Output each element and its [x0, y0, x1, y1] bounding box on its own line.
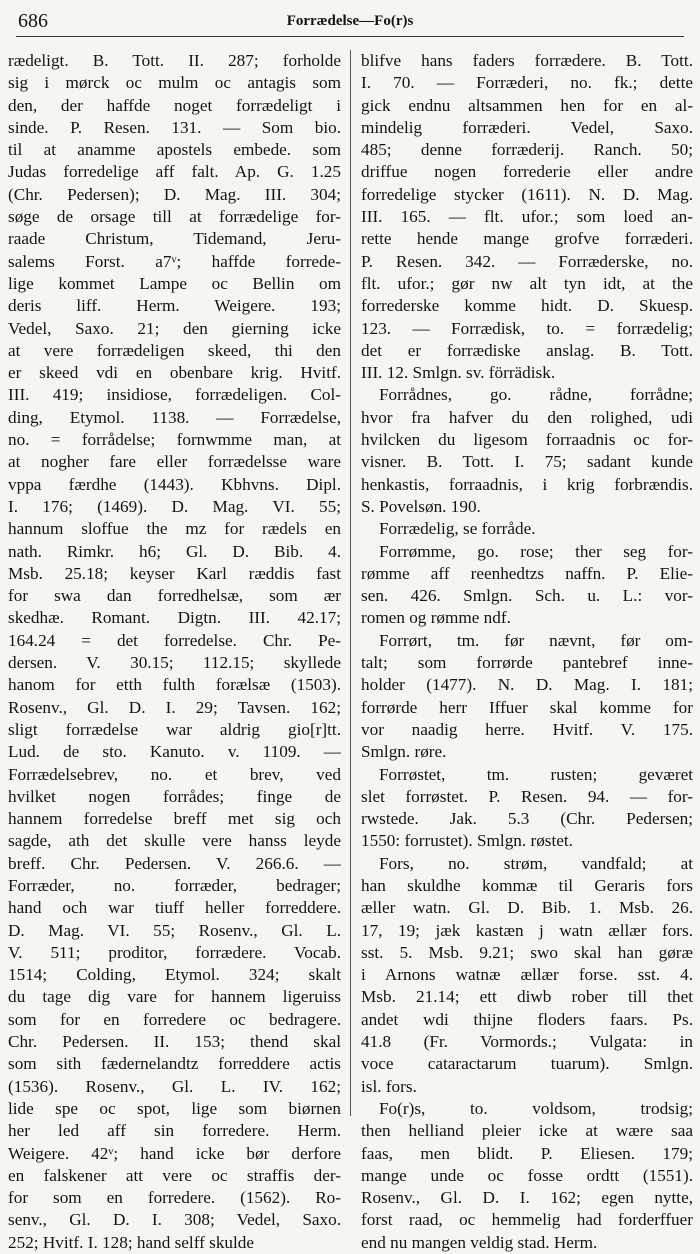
text-line: Forrædelsebrev, no. et brev, ved [8, 764, 341, 784]
text-line: Fors, no. strøm, vandfald; at [379, 853, 693, 873]
text-line: her led aff sin forredere. Herm. [8, 1121, 341, 1141]
text-line: Forræder, no. forræder, bedrager; [8, 875, 341, 895]
text-line: til at anamme apostels embede. som [8, 140, 341, 160]
text-line: flt. ufor.; gør nw alt tyn idt, at the [361, 273, 693, 293]
text-line: holder (1477). N. D. Mag. I. 181; [361, 675, 693, 695]
text-line: rædeligt. B. Tott. II. 287; forholde [8, 51, 341, 70]
text-line: forrørde herr Iffuer skal komme for [361, 697, 693, 717]
text-line: 1514; Colding, Etymol. 324; skalt [8, 965, 341, 985]
text-line: søge de orsage till at forrædelige for- [8, 207, 341, 227]
text-line: Forrørt, tm. før nævnt, før om- [379, 630, 693, 650]
text-line: 485; denne forræderij. Ranch. 50; [361, 140, 693, 160]
text-line: Judas forredelige aff falt. Ap. G. 1.25 [8, 162, 341, 182]
text-line: III. 419; insidiose, forrædeligen. Col- [8, 385, 341, 405]
text-line: lige kommet Lampe oc Bellin om [8, 273, 341, 293]
text-line: hannem forredelse breff met sig och [8, 809, 341, 829]
text-line: Fo(r)s, to. voldsom, trodsig; [379, 1098, 693, 1118]
text-line: breff. Chr. Pedersen. V. 266.6. — [8, 853, 341, 873]
text-line: Forrøstet, tm. rusten; geværet [379, 764, 693, 784]
text-line: for som en forredere. (1562). Ro- [8, 1188, 341, 1208]
text-line: hand och war tiuff heller forreddere. [8, 898, 341, 918]
text-line: mindelig forræderi. Vedel, Saxo. [361, 117, 693, 137]
text-line: Rosenv., Gl. D. I. 162; egen nytte, [361, 1188, 693, 1208]
text-line: nath. Rimkr. h6; Gl. D. Bib. 4. [8, 541, 341, 561]
text-line: no. = forrådelse; fornwmme man, at [8, 430, 341, 450]
text-line: sligt forrædelse war aldrig gio[r]tt. [8, 719, 341, 739]
text-line: (Chr. Pedersen); D. Mag. III. 304; [8, 184, 341, 204]
text-line: Msb. 21.14; ett diwb rober till thet [361, 987, 693, 1007]
text-line: rette hende mange grofve forræderi. [361, 229, 693, 249]
text-line: Chr. Pedersen. II. 153; thend skal [8, 1032, 341, 1052]
text-line: rwstede. Jak. 5.3 (Chr. Pedersen; [361, 809, 693, 829]
text-line: henkastis, forraadnis, i krig forbrændis. [361, 474, 693, 494]
text-line: 123. — Forrædisk, to. = forrædelig; [361, 318, 693, 338]
page-number: 686 [18, 10, 48, 32]
text-line: andet wdi thijne floders faars. Ps. [361, 1009, 693, 1029]
text-line: salems Forst. a7ᵛ; haffde forrede- [8, 251, 341, 271]
text-line: Lud. de sto. Kanuto. v. 1109. — [8, 742, 341, 762]
text-line: som sith fædernelandtz forreddere actis [8, 1054, 341, 1074]
running-head: Forrædelse—Fo(r)s [286, 13, 414, 29]
text-line: 164.24 = det forredelse. Chr. Pe- [8, 630, 341, 650]
text-line: hvilket nogen forrådes; finge de [8, 786, 341, 806]
text-line: P. Resen. 342. — Forræderske, no. [361, 251, 693, 271]
text-line: sagde, ath det skulle vere hanss leyde [8, 831, 341, 851]
text-line: sig i mørck oc mulm oc antagis som [8, 73, 341, 93]
text-line: den, der haffde noget forrædeligt i [8, 95, 341, 115]
text-line: I. 176; (1469). D. Mag. VI. 55; [8, 496, 341, 516]
text-line: hvor fra hafver du den rolighed, udi [361, 407, 693, 427]
text-line: voce cataractarum tuarum). Smlgn. [361, 1054, 693, 1074]
text-line: mange unde oc fosse ordtt (1551). [361, 1165, 693, 1185]
text-line: at nogher fare eller forrædelsse ware [8, 452, 341, 472]
text-line: 17, 19; jæk kastæn j watn ællær fors. [361, 920, 693, 940]
text-line: Forrådnes, go. rådne, forrådne; [379, 385, 693, 405]
text-line: III. 12. Smlgn. sv. förrädisk. [361, 363, 556, 383]
text-line: gick endnu altsammen hen for en al- [361, 95, 693, 115]
text-line: Weigere. 42ᵛ; hand icke bør derfore [8, 1143, 341, 1163]
text-line: S. Povelsøn. 190. [361, 496, 481, 516]
text-line: senv., Gl. D. I. 308; Vedel, Saxo. [8, 1210, 341, 1230]
text-line: isl. fors. [361, 1076, 417, 1096]
text-line: en falskener att vere oc straffis der- [8, 1165, 341, 1185]
text-line: vor naadig herre. Hvitf. V. 175. [361, 719, 693, 739]
text-line: (1536). Rosenv., Gl. L. IV. 162; [8, 1076, 341, 1096]
text-line: romen og rømme ndf. [361, 608, 511, 628]
text-line: I. 70. — Forræderi, no. fk.; dette [361, 73, 693, 93]
text-line: faas, men blidt. P. Eliesen. 179; [361, 1143, 693, 1163]
text-line: sst. 5. Msb. 9.21; swo skal han gøræ [361, 942, 693, 962]
text-line: raade Christum, Tidemand, Jeru- [8, 229, 341, 249]
text-line: slet forrøstet. P. Resen. 94. — for- [361, 786, 693, 806]
text-line: Forrædelig, se forråde. [379, 519, 536, 539]
text-line: 252; Hvitf. I. 128; hand selff skulde [8, 1232, 255, 1252]
text-line: deris liff. Herm. Weigere. 193; [8, 296, 341, 316]
text-line: hvilcken du ligesom forraadnis oc for- [361, 430, 693, 450]
text-line: D. Mag. VI. 55; Rosenv., Gl. L. [8, 920, 341, 940]
text-line: III. 165. — flt. ufor.; som loed an- [361, 207, 693, 227]
text-line: æller watn. Gl. D. Bib. 1. Msb. 26. [361, 898, 693, 918]
text-line: hanom for etth fulth forælsæ (1503). [8, 675, 341, 695]
text-line: lide spe oc spot, lige som biørnen [8, 1098, 341, 1118]
header-rule [16, 36, 684, 37]
text-line: visner. B. Tott. I. 75; sadant kunde [361, 452, 693, 472]
text-line: Msb. 25.18; keyser Karl ræddis fast [8, 563, 341, 583]
text-line: som for en forredere oc bedragere. [8, 1009, 341, 1029]
text-line: at vere forrædeligen skeed, thi den [8, 340, 341, 360]
text-line: sinde. P. Resen. 131. — Som bio. [8, 117, 341, 137]
text-line: Vedel, Saxo. 21; den gierning icke [8, 318, 341, 338]
text-line: vppa færdhe (1443). Kbhvns. Dipl. [8, 474, 341, 494]
text-line: hannum sloffue the mz for rædels en [8, 519, 341, 539]
text-line: ding, Etymol. 1138. — Forrædelse, [8, 407, 341, 427]
text-line: forrederske komme hidt. D. Skuesp. [361, 296, 693, 316]
text-line: 1550: forrustet). Smlgn. røstet. [361, 831, 573, 851]
text-line: dersen. V. 30.15; 112.15; skyllede [8, 653, 341, 673]
text-line: forredelige stycker (1611). N. D. Mag. [361, 184, 693, 204]
text-line: rømme aff reenhedtzs naffn. P. Elie- [361, 563, 693, 583]
text-line: end nu mangen veldig stad. Herm. [361, 1232, 598, 1252]
text-line: then helliand pleier icke at wære saa [361, 1121, 693, 1141]
text-line: i Arnons watnæ ællær forse. sst. 4. [361, 965, 693, 985]
text-line: det er forrædiske anslag. B. Tott. [361, 340, 693, 360]
text-line: skedhæ. Romant. Digtn. III. 42.17; [8, 608, 341, 628]
text-line: for swa dan forredhelsæ, som ær [8, 586, 341, 606]
text-line: forst raad, oc hemmelig had forderffuer [361, 1210, 693, 1230]
text-line: 41.8 (Fr. Vormords.; Vulgata: in [361, 1032, 693, 1052]
text-line: du tage dig vare for hannem ligeruiss [8, 987, 341, 1007]
right-column [361, 50, 693, 1252]
text-line: Rosenv., Gl. D. I. 29; Tavsen. 162; [8, 697, 341, 717]
text-line: Forrømme, go. rose; ther seg for- [379, 541, 693, 561]
page-header [12, 8, 688, 34]
text-line: han skuldhe kommæ til Geraris fors [361, 875, 693, 895]
left-column [8, 50, 341, 1252]
text-line: driffue nogen forrederie eller andre [361, 162, 693, 182]
text-line: blifve hans faders forrædere. B. Tott. [361, 51, 693, 70]
text-line: sen. 426. Smlgn. Sch. u. L.: vor- [361, 586, 693, 606]
text-line: V. 511; proditor, forrædere. Vocab. [8, 942, 341, 962]
column-divider [350, 50, 351, 1116]
text-line: Smlgn. røre. [361, 742, 447, 762]
text-line: talt; som forrørde pantebref inne- [361, 653, 693, 673]
text-line: er skeed vdi en obenbare krig. Hvitf. [8, 363, 341, 383]
